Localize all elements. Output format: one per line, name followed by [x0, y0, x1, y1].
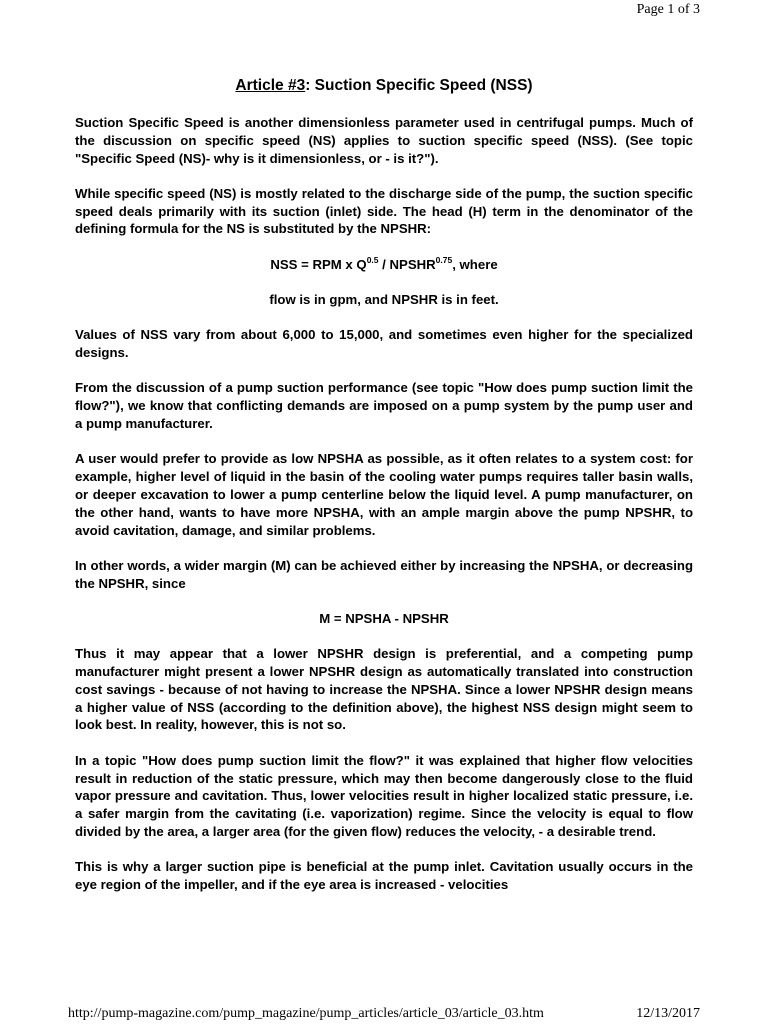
- paragraph: From the discussion of a pump suction performance (see topic "How does pump suction limit the flow?"), we know that conflicting demands are imposed on a pump system by the pump user and a pump manufacturer.: [75, 380, 693, 432]
- article-title-text: : Suction Specific Speed (NSS): [305, 77, 533, 94]
- article-title: [75, 76, 693, 96]
- formula-note: flow is in gpm, and NPSHR is in feet.: [269, 292, 499, 308]
- paragraph: Suction Specific Speed is another dimensionless parameter used in centrifugal pumps. Much of the discussion on specific speed (NS) applies to suction specific speed (NSS). (See topic "Specific Speed (NS)- why is it dimensionless, or - is it?").: [75, 115, 693, 166]
- paragraph: Thus it may appear that a lower NPSHR design is preferential, and a competing pump manufacturer might present a lower NPSHR design as automatically translated into construction cost savings - because of not having to increase the NPSHA. Since a lower NPSHR design means a higher value of NSS (according to the definition above), the highest NSS design might seem to look best. In reality, however, this is not so.: [75, 646, 693, 733]
- nss-formula: [75, 256, 693, 274]
- footer-date: 12/13/2017: [636, 1006, 700, 1021]
- formula-exponent: 0.5: [366, 254, 379, 265]
- paragraph: In a topic "How does pump suction limit the flow?" it was explained that higher flow velocities result in reduction of the static pressure, which may then become dangerously close to the fluid vapor pressure and cavitation. Thus, lower velocities result in higher localized static pressure, i.e. a safer margin from the cavitating (i.e. vaporization) regime. Since the velocity is equal to flow divided by the area, a larger area (for the given flow) reduces the velocity, - a desirable trend.: [75, 752, 693, 839]
- page-number: Page 1 of 3: [636, 2, 700, 17]
- formula-part: NSS = RPM x Q: [270, 256, 367, 272]
- paragraph: This is why a larger suction pipe is beneficial at the pump inlet. Cavitation usually occurs in the eye region of the impeller, and if the eye area is increased - velocities: [75, 859, 693, 892]
- paragraph: A user would prefer to provide as low NPSHA as possible, as it often relates to a system cost: for example, higher level of liquid in the basin of the cooling water pumps requires taller basin walls, or deeper excavation to lower a pump centerline below the liquid level. A pump manufacturer, on the other hand, wants to have more NPSHA, with an ample margin above the pump NPSHR, to avoid cavitation, damage, and similar problems.: [75, 451, 693, 538]
- paragraph: In other words, a wider margin (M) can be achieved either by increasing the NPSHA, or decreasing the NPSHR, since: [75, 557, 693, 591]
- formula-part: / NPSHR: [378, 256, 436, 272]
- article-body: [75, 76, 693, 911]
- paragraph: While specific speed (NS) is mostly related to the discharge side of the pump, the suction specific speed deals primarily with its suction (inlet) side. The head (H) term in the denominator of the defining formula for the NS is substituted by the NPSHR:: [75, 185, 693, 237]
- article-title-number: Article #3: [235, 77, 306, 94]
- paragraph: Values of NSS vary from about 6,000 to 15,000, and sometimes even higher for the specialized designs.: [75, 327, 693, 361]
- formula-exponent: 0.75: [435, 254, 453, 265]
- footer-url: http://pump-magazine.com/pump_magazine/pump_articles/article_03/article_03.htm: [68, 1006, 544, 1021]
- formula-part: , where: [452, 256, 498, 272]
- margin-formula: M = NPSHA - NPSHR: [319, 610, 449, 626]
